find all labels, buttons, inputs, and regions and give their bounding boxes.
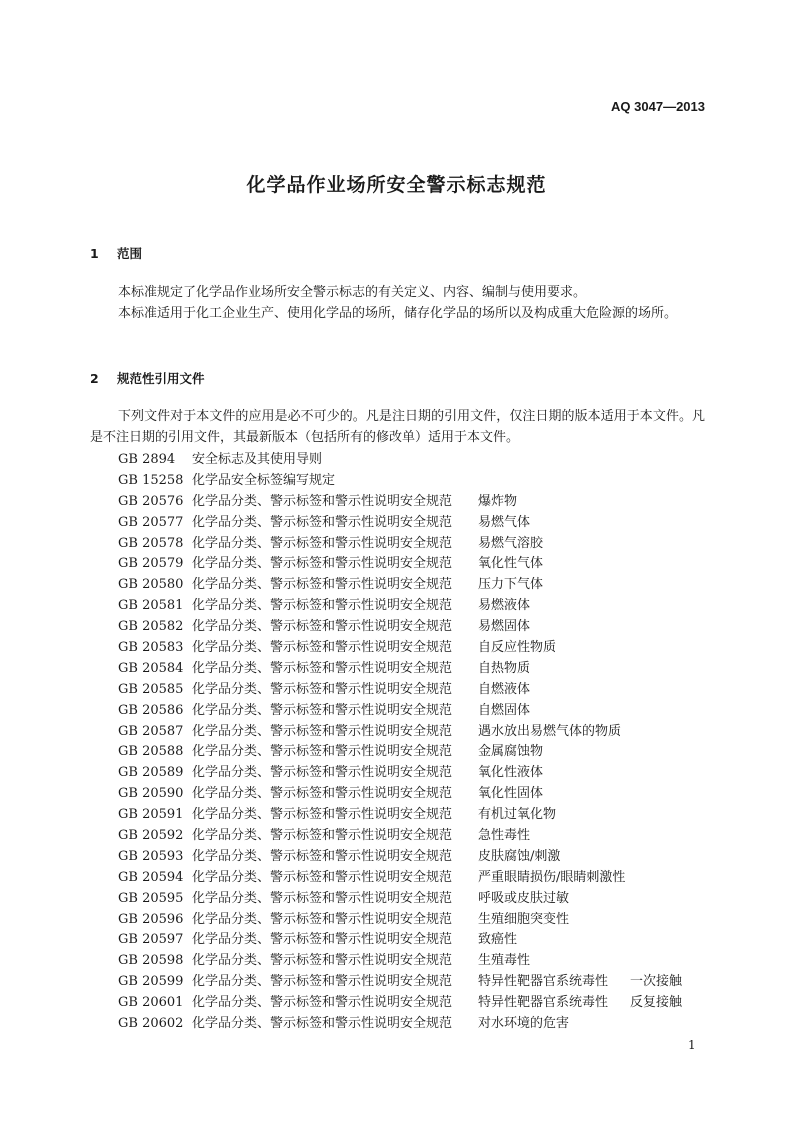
reference-code: GB 20591 xyxy=(118,807,184,823)
reference-item xyxy=(118,763,718,784)
reference-item xyxy=(118,680,718,701)
reference-extra: 一次接触 xyxy=(630,974,683,990)
reference-name: 化学品分类、警示标签和警示性说明安全规范 xyxy=(192,619,453,635)
reference-hazard: 爆炸物 xyxy=(478,493,518,509)
reference-item xyxy=(118,722,718,743)
paragraph: 下列文件对于本文件的应用是必不可少的。凡是注日期的引用文件，仅注日期的版本适用于本文件。凡是不注日期的引用文件，其最新版本（包括所有的修改单）适用于本文件。 xyxy=(90,409,705,445)
reference-hazard: 特异性靶器官系统毒性 xyxy=(478,974,609,990)
reference-name: 化学品分类、警示标签和警示性说明安全规范 xyxy=(192,807,453,823)
document-title: 化学品作业场所安全警示标志规范 xyxy=(246,174,547,196)
reference-code: GB 20593 xyxy=(118,848,184,864)
section-number: 2 xyxy=(90,371,99,386)
reference-item xyxy=(118,951,718,972)
reference-hazard: 易燃固体 xyxy=(478,619,531,635)
reference-hazard: 对水环境的危害 xyxy=(478,1016,570,1032)
reference-name: 化学品分类、警示标签和警示性说明安全规范 xyxy=(192,911,453,927)
reference-name: 化学品分类、警示标签和警示性说明安全规范 xyxy=(192,535,453,551)
reference-item xyxy=(118,701,718,722)
reference-name: 化学品分类、警示标签和警示性说明安全规范 xyxy=(192,660,453,676)
reference-hazard: 金属腐蚀物 xyxy=(478,744,544,760)
reference-name: 化学品分类、警示标签和警示性说明安全规范 xyxy=(192,493,453,509)
reference-code: GB 20580 xyxy=(118,577,184,593)
reference-item xyxy=(118,554,718,575)
reference-code: GB 15258 xyxy=(118,472,184,488)
reference-name: 化学品分类、警示标签和警示性说明安全规范 xyxy=(192,953,453,969)
reference-hazard: 有机过氧化物 xyxy=(478,807,557,823)
reference-hazard: 自燃固体 xyxy=(478,702,531,718)
reference-hazard: 自燃液体 xyxy=(478,681,531,697)
reference-hazard: 严重眼睛损伤/眼睛刺激性 xyxy=(478,869,626,885)
reference-item xyxy=(118,575,718,596)
reference-item xyxy=(118,993,718,1014)
reference-name: 化学品分类、警示标签和警示性说明安全规范 xyxy=(192,723,453,739)
paragraph: 本标准规定了化学品作业场所安全警示标志的有关定义、内容、编制与使用要求。 xyxy=(118,285,587,300)
reference-code: GB 20579 xyxy=(118,556,184,572)
reference-code: GB 20595 xyxy=(118,890,184,906)
reference-hazard: 易燃液体 xyxy=(478,598,531,614)
reference-hazard: 急性毒性 xyxy=(478,828,531,844)
reference-item xyxy=(118,784,718,805)
reference-hazard: 生殖细胞突变性 xyxy=(478,911,570,927)
reference-name: 化学品分类、警示标签和警示性说明安全规范 xyxy=(192,890,453,906)
reference-item xyxy=(118,972,718,993)
reference-code: GB 20594 xyxy=(118,869,184,885)
reference-name: 化学品分类、警示标签和警示性说明安全规范 xyxy=(192,869,453,885)
reference-list xyxy=(118,450,718,1035)
reference-code: GB 20589 xyxy=(118,765,184,781)
reference-code: GB 20597 xyxy=(118,932,184,948)
reference-code: GB 20592 xyxy=(118,828,184,844)
reference-name: 化学品分类、警示标签和警示性说明安全规范 xyxy=(192,995,453,1011)
section-heading-normative-references xyxy=(90,369,205,387)
reference-item xyxy=(118,889,718,910)
reference-item xyxy=(118,513,718,534)
reference-code: GB 20598 xyxy=(118,953,184,969)
reference-item xyxy=(118,659,718,680)
reference-item xyxy=(118,534,718,555)
reference-hazard: 特异性靶器官系统毒性 xyxy=(478,995,609,1011)
paragraph: 本标准适用于化工企业生产、使用化学品的场所，储存化学品的场所以及构成重大危险源的场所。 xyxy=(118,306,678,321)
reference-name: 化学品分类、警示标签和警示性说明安全规范 xyxy=(192,848,453,864)
reference-hazard: 压力下气体 xyxy=(478,577,544,593)
reference-code: GB 20578 xyxy=(118,535,184,551)
reference-code: GB 20587 xyxy=(118,723,184,739)
reference-item xyxy=(118,742,718,763)
reference-hazard: 氧化性气体 xyxy=(478,556,544,572)
reference-name: 化学品分类、警示标签和警示性说明安全规范 xyxy=(192,598,453,614)
reference-name: 化学品分类、警示标签和警示性说明安全规范 xyxy=(192,640,453,656)
standard-number: AQ 3047—2013 xyxy=(611,99,705,114)
reference-item xyxy=(118,471,718,492)
reference-name: 化学品分类、警示标签和警示性说明安全规范 xyxy=(192,1016,453,1032)
reference-hazard: 生殖毒性 xyxy=(478,953,531,969)
reference-hazard: 遇水放出易燃气体的物质 xyxy=(478,723,622,739)
reference-code: GB 20601 xyxy=(118,995,184,1011)
section-number: 1 xyxy=(90,246,99,261)
reference-hazard: 皮肤腐蚀/刺激 xyxy=(478,848,561,864)
reference-item xyxy=(118,492,718,513)
reference-code: GB 20602 xyxy=(118,1016,184,1032)
reference-name: 化学品分类、警示标签和警示性说明安全规范 xyxy=(192,577,453,593)
reference-hazard: 易燃气体 xyxy=(478,514,531,530)
reference-name: 化学品分类、警示标签和警示性说明安全规范 xyxy=(192,974,453,990)
reference-item xyxy=(118,596,718,617)
reference-code: GB 2894 xyxy=(118,452,176,467)
reference-hazard: 致癌性 xyxy=(478,932,518,948)
reference-name: 化学品安全标签编写规定 xyxy=(192,472,336,488)
reference-hazard: 氧化性固体 xyxy=(478,786,544,802)
reference-item xyxy=(118,450,718,471)
reference-name: 化学品分类、警示标签和警示性说明安全规范 xyxy=(192,681,453,697)
reference-code: GB 20588 xyxy=(118,744,184,760)
reference-item xyxy=(118,868,718,889)
reference-item xyxy=(118,847,718,868)
reference-code: GB 20583 xyxy=(118,640,184,656)
reference-item xyxy=(118,617,718,638)
reference-name: 化学品分类、警示标签和警示性说明安全规范 xyxy=(192,514,453,530)
reference-hazard: 氧化性液体 xyxy=(478,765,544,781)
reference-code: GB 20596 xyxy=(118,911,184,927)
reference-item xyxy=(118,638,718,659)
reference-code: GB 20582 xyxy=(118,619,184,635)
reference-item xyxy=(118,826,718,847)
reference-hazard: 易燃气溶胶 xyxy=(478,535,544,551)
reference-code: GB 20577 xyxy=(118,514,184,530)
reference-name: 化学品分类、警示标签和警示性说明安全规范 xyxy=(192,556,453,572)
reference-extra: 反复接触 xyxy=(630,995,683,1011)
reference-code: GB 20584 xyxy=(118,660,184,676)
reference-name: 化学品分类、警示标签和警示性说明安全规范 xyxy=(192,828,453,844)
reference-code: GB 20585 xyxy=(118,681,184,697)
reference-item xyxy=(118,1014,718,1035)
section-title: 范围 xyxy=(117,246,143,261)
reference-hazard: 呼吸或皮肤过敏 xyxy=(478,890,570,906)
reference-name: 化学品分类、警示标签和警示性说明安全规范 xyxy=(192,765,453,781)
reference-code: GB 20581 xyxy=(118,598,184,614)
reference-name: 化学品分类、警示标签和警示性说明安全规范 xyxy=(192,702,453,718)
reference-hazard: 自反应性物质 xyxy=(478,640,557,656)
reference-code: GB 20599 xyxy=(118,974,184,990)
reference-item xyxy=(118,805,718,826)
reference-item xyxy=(118,910,718,931)
section-heading-scope xyxy=(90,244,142,262)
reference-name: 化学品分类、警示标签和警示性说明安全规范 xyxy=(192,744,453,760)
reference-code: GB 20586 xyxy=(118,702,184,718)
reference-code: GB 20590 xyxy=(118,786,184,802)
reference-name: 化学品分类、警示标签和警示性说明安全规范 xyxy=(192,932,453,948)
reference-code: GB 20576 xyxy=(118,493,184,509)
reference-item xyxy=(118,930,718,951)
page-number: 1 xyxy=(688,1038,696,1052)
reference-name: 安全标志及其使用导则 xyxy=(192,452,323,467)
section-title: 规范性引用文件 xyxy=(117,371,205,386)
reference-name: 化学品分类、警示标签和警示性说明安全规范 xyxy=(192,786,453,802)
reference-hazard: 自热物质 xyxy=(478,660,531,676)
